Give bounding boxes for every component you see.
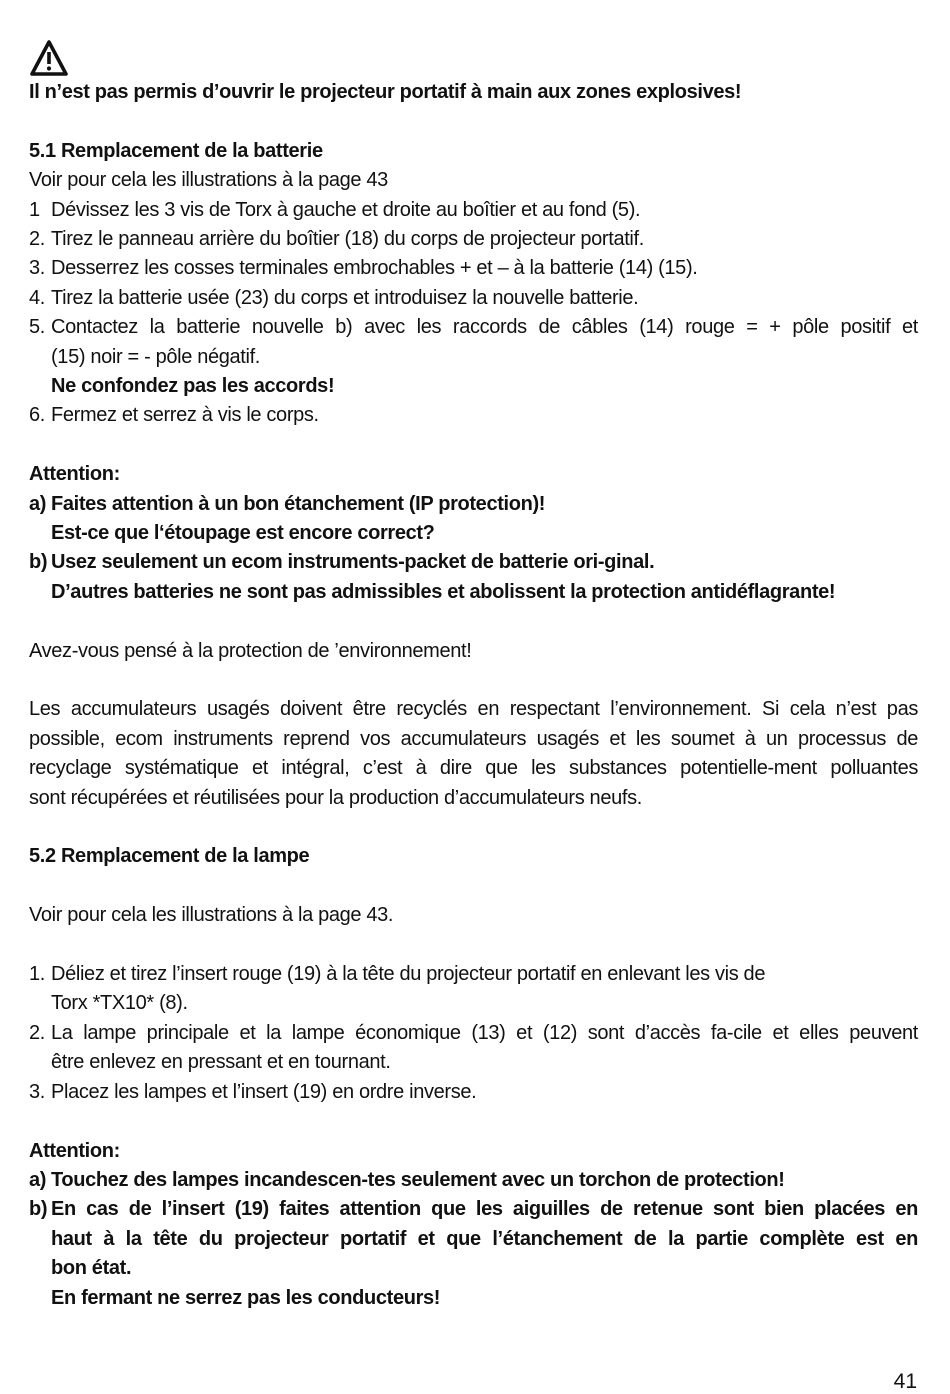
list-item-continuation: être enlevez en pressant et en tournant.: [51, 1051, 391, 1074]
attention-item-continuation: En fermant ne serrez pas les conducteurs!: [51, 1286, 441, 1309]
list-item: 2. La lampe principale et la lampe économique (13) et (12) sont d’accès fa-cile et elles peuvent: [29, 1021, 918, 1044]
warning-triangle-icon: [29, 38, 69, 78]
section-heading-battery: 5.1 Remplacement de la batterie: [29, 139, 323, 162]
list-item: 1. Déliez et tirez l’insert rouge (19) à la tête du projecteur portatif en enlevant les vis de: [29, 963, 766, 986]
environment-question: Avez-vous pensé à la protection de ’environnement!: [29, 639, 472, 662]
battery-intro: Voir pour cela les illustrations à la page 43: [29, 169, 388, 192]
attention-item-continuation: haut à la tête du projecteur portatif et que l’étanchement de la partie complète est en: [51, 1227, 918, 1250]
list-item: 3. Placez les lampes et l’insert (19) en ordre inverse.: [29, 1080, 477, 1103]
attention-item: a) Touchez des lampes incandescen-tes seulement avec un torchon de protection!: [29, 1168, 785, 1191]
paragraph-line: sont récupérées et réutilisées pour la production d’accumulateurs neufs.: [29, 786, 642, 809]
section-heading-lamp: 5.2 Remplacement de la lampe: [29, 845, 310, 868]
list-item: 4. Tirez la batterie usée (23) du corps et introduisez la nouvelle batterie.: [29, 286, 639, 309]
list-item: 6. Fermez et serrez à vis le corps.: [29, 404, 319, 427]
attention-title: Attention:: [29, 1139, 120, 1162]
list-item-continuation: Torx *TX10* (8).: [51, 992, 188, 1015]
attention-item: b) En cas de l’insert (19) faites attention que les aiguilles de retenue sont bien placées en: [29, 1198, 918, 1221]
lamp-intro: Voir pour cela les illustrations à la page 43.: [29, 904, 394, 927]
paragraph-line: Les accumulateurs usagés doivent être recyclés en respectant l’environnement. Si cela n’est pas: [29, 698, 918, 721]
attention-item-continuation: D’autres batteries ne sont pas admissibles et abolissent la protection antidéflagrante!: [51, 580, 836, 603]
paragraph-line: possible, ecom instruments reprend vos accumulateurs usagés et les soumet à un processus de: [29, 727, 918, 750]
list-item-note: Ne confondez pas les accords!: [51, 375, 335, 398]
attention-item-continuation: bon état.: [51, 1257, 132, 1280]
attention-item-continuation: Est-ce que l‘étoupage est encore correct?: [51, 522, 435, 545]
list-item: 5. Contactez la batterie nouvelle b) avec les raccords de câbles (14) rouge = + pôle positif et: [29, 316, 918, 339]
list-item: 3. Desserrez les cosses terminales embrochables + et – à la batterie (14) (15).: [29, 257, 698, 280]
attention-item: b) Usez seulement un ecom instruments-packet de batterie ori-ginal.: [29, 551, 655, 574]
attention-item: a) Faites attention à un bon étanchement (IP protection)!: [29, 492, 546, 515]
explosion-warning: Il n’est pas permis d’ouvrir le projecteur portatif à main aux zones explosives!: [29, 81, 742, 103]
attention-title: Attention:: [29, 463, 120, 486]
list-item: 2. Tirez le panneau arrière du boîtier (18) du corps de projecteur portatif.: [29, 228, 644, 251]
page-content: [29, 38, 918, 1313]
list-item: 1 Dévissez les 3 vis de Torx à gauche et droite au boîtier et au fond (5).: [29, 198, 641, 221]
paragraph-line: recyclage systématique et intégral, c’est à dire que les substances potentielle-ment polluantes: [29, 757, 918, 780]
page-number: 41: [893, 1370, 917, 1393]
list-item-continuation: (15) noir = - pôle négatif.: [51, 345, 261, 368]
